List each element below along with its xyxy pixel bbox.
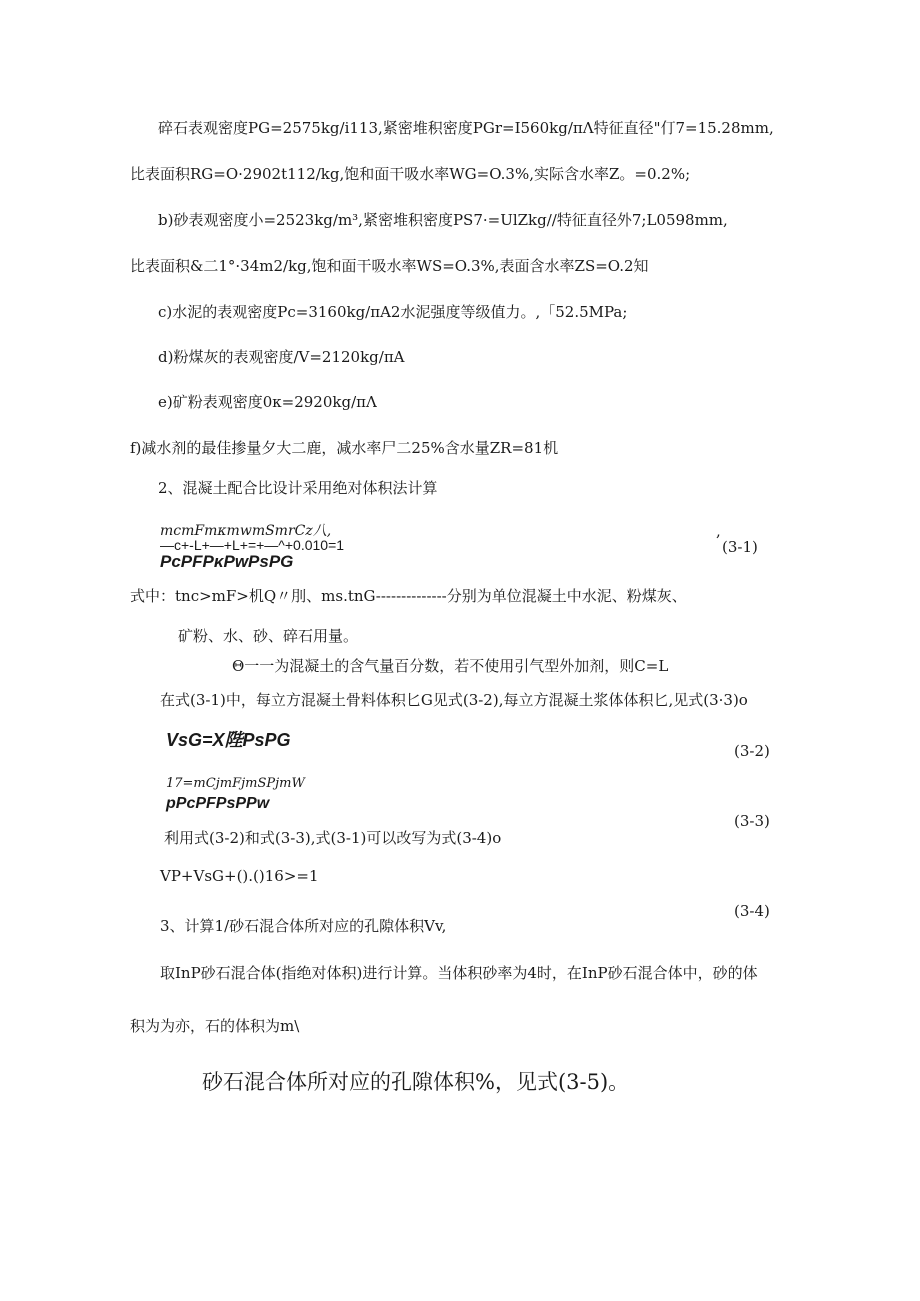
paragraph-slag: e)矿粉表观密度0κ=2920kg/πΛ (158, 393, 377, 411)
equation-number-3-4: (3-4) (734, 902, 770, 920)
equation-3-1-numerators: mcmFmκmwmSmrCz八, (160, 523, 332, 539)
section-heading-2: 2、混凝土配合比设计采用绝对体积法计算 (158, 479, 438, 497)
equation-3-1-denominators: PcPFPκPwPsPG (160, 552, 294, 571)
paragraph-where: 式中：tnc>mF>机Q〃刖、ms.tnG--------------分别为单位混凝土中水泥、粉煤灰、 (130, 587, 687, 605)
paragraph-take-line1: 取InP砂石混合体(指绝对体积)进行计算。当体积砂率为4时，在InP砂石混合体中，砂的体 (160, 964, 758, 982)
section-heading-3: 3、计算1/砂石混合体所对应的孔隙体积Vv, (160, 917, 447, 935)
paragraph-cement: c)水泥的表观密度Pc=3160kg/πA2水泥强度等级值力。,「52.5MPa; (158, 303, 628, 321)
equation-3-1-body: —c+-L+—+L+=+—^+0.010=1 (160, 537, 345, 553)
equation-number-3-2: (3-2) (734, 742, 770, 760)
paragraph-rewrite: 利用式(3-2)和式(3-3),式(3-1)可以改写为式(3-4)o (164, 829, 502, 847)
paragraph-eq32-intro: 在式(3-1)中，每立方混凝土骨料体积匕G见式(3-2),每立方混凝土浆体体积匕,见式(3·3)o (160, 691, 748, 709)
paragraph-sand-line2: 比表面积&二1°·34m2/kg,饱和面干吸水率WS=O.3%,表面含水率ZS=O.2知 (130, 257, 649, 275)
equation-number-3-3: (3-3) (734, 812, 770, 830)
paragraph-gravel-line1: 碎石表观密度PG=2575kg/i113,紧密堆积密度PGr=I560kg/πΛ特征直径"仃7=15.28mm, (158, 119, 774, 137)
equation-3-4: VP+VsG+().()16>=1 (160, 867, 319, 885)
paragraph-void-volume: 砂石混合体所对应的孔隙体积%，见式(3-5)。 (202, 1070, 630, 1094)
paragraph-take-line2: 积为为亦，石的体积为m\ (130, 1017, 300, 1035)
equation-3-1-comma: , (716, 522, 721, 540)
paragraph-admixture: f)减水剂的最佳掺量夕大二鹿，减水率尸二25%含水量ZR=81机 (130, 439, 559, 457)
equation-3-3-denominators: pPcPFPsPPw (166, 795, 270, 812)
paragraph-air-content: Θ一一为混凝土的含气量百分数，若不使用引气型外加剂，则C=L (232, 657, 669, 675)
paragraph-flyash: d)粉煤灰的表观密度/V=2120kg/πA (158, 348, 405, 366)
paragraph-where-continued: 矿粉、水、砂、碎石用量。 (178, 627, 359, 645)
paragraph-gravel-line2: 比表面积RG=O·2902t112/kg,饱和面干吸水率WG=O.3%,实际含水率Z。=0.2%; (130, 165, 691, 183)
equation-3-2: VsG=X陛PsPG (166, 730, 291, 750)
equation-number-3-1: (3-1) (722, 538, 758, 556)
paragraph-sand-line1: b)砂表观密度小=2523kg/m³,紧密堆积密度PS7·=UlZkg//特征直径外7;L0598mm, (158, 211, 728, 229)
equation-3-3-numerators: 17=mCjmFjmSPjmW (166, 776, 305, 791)
